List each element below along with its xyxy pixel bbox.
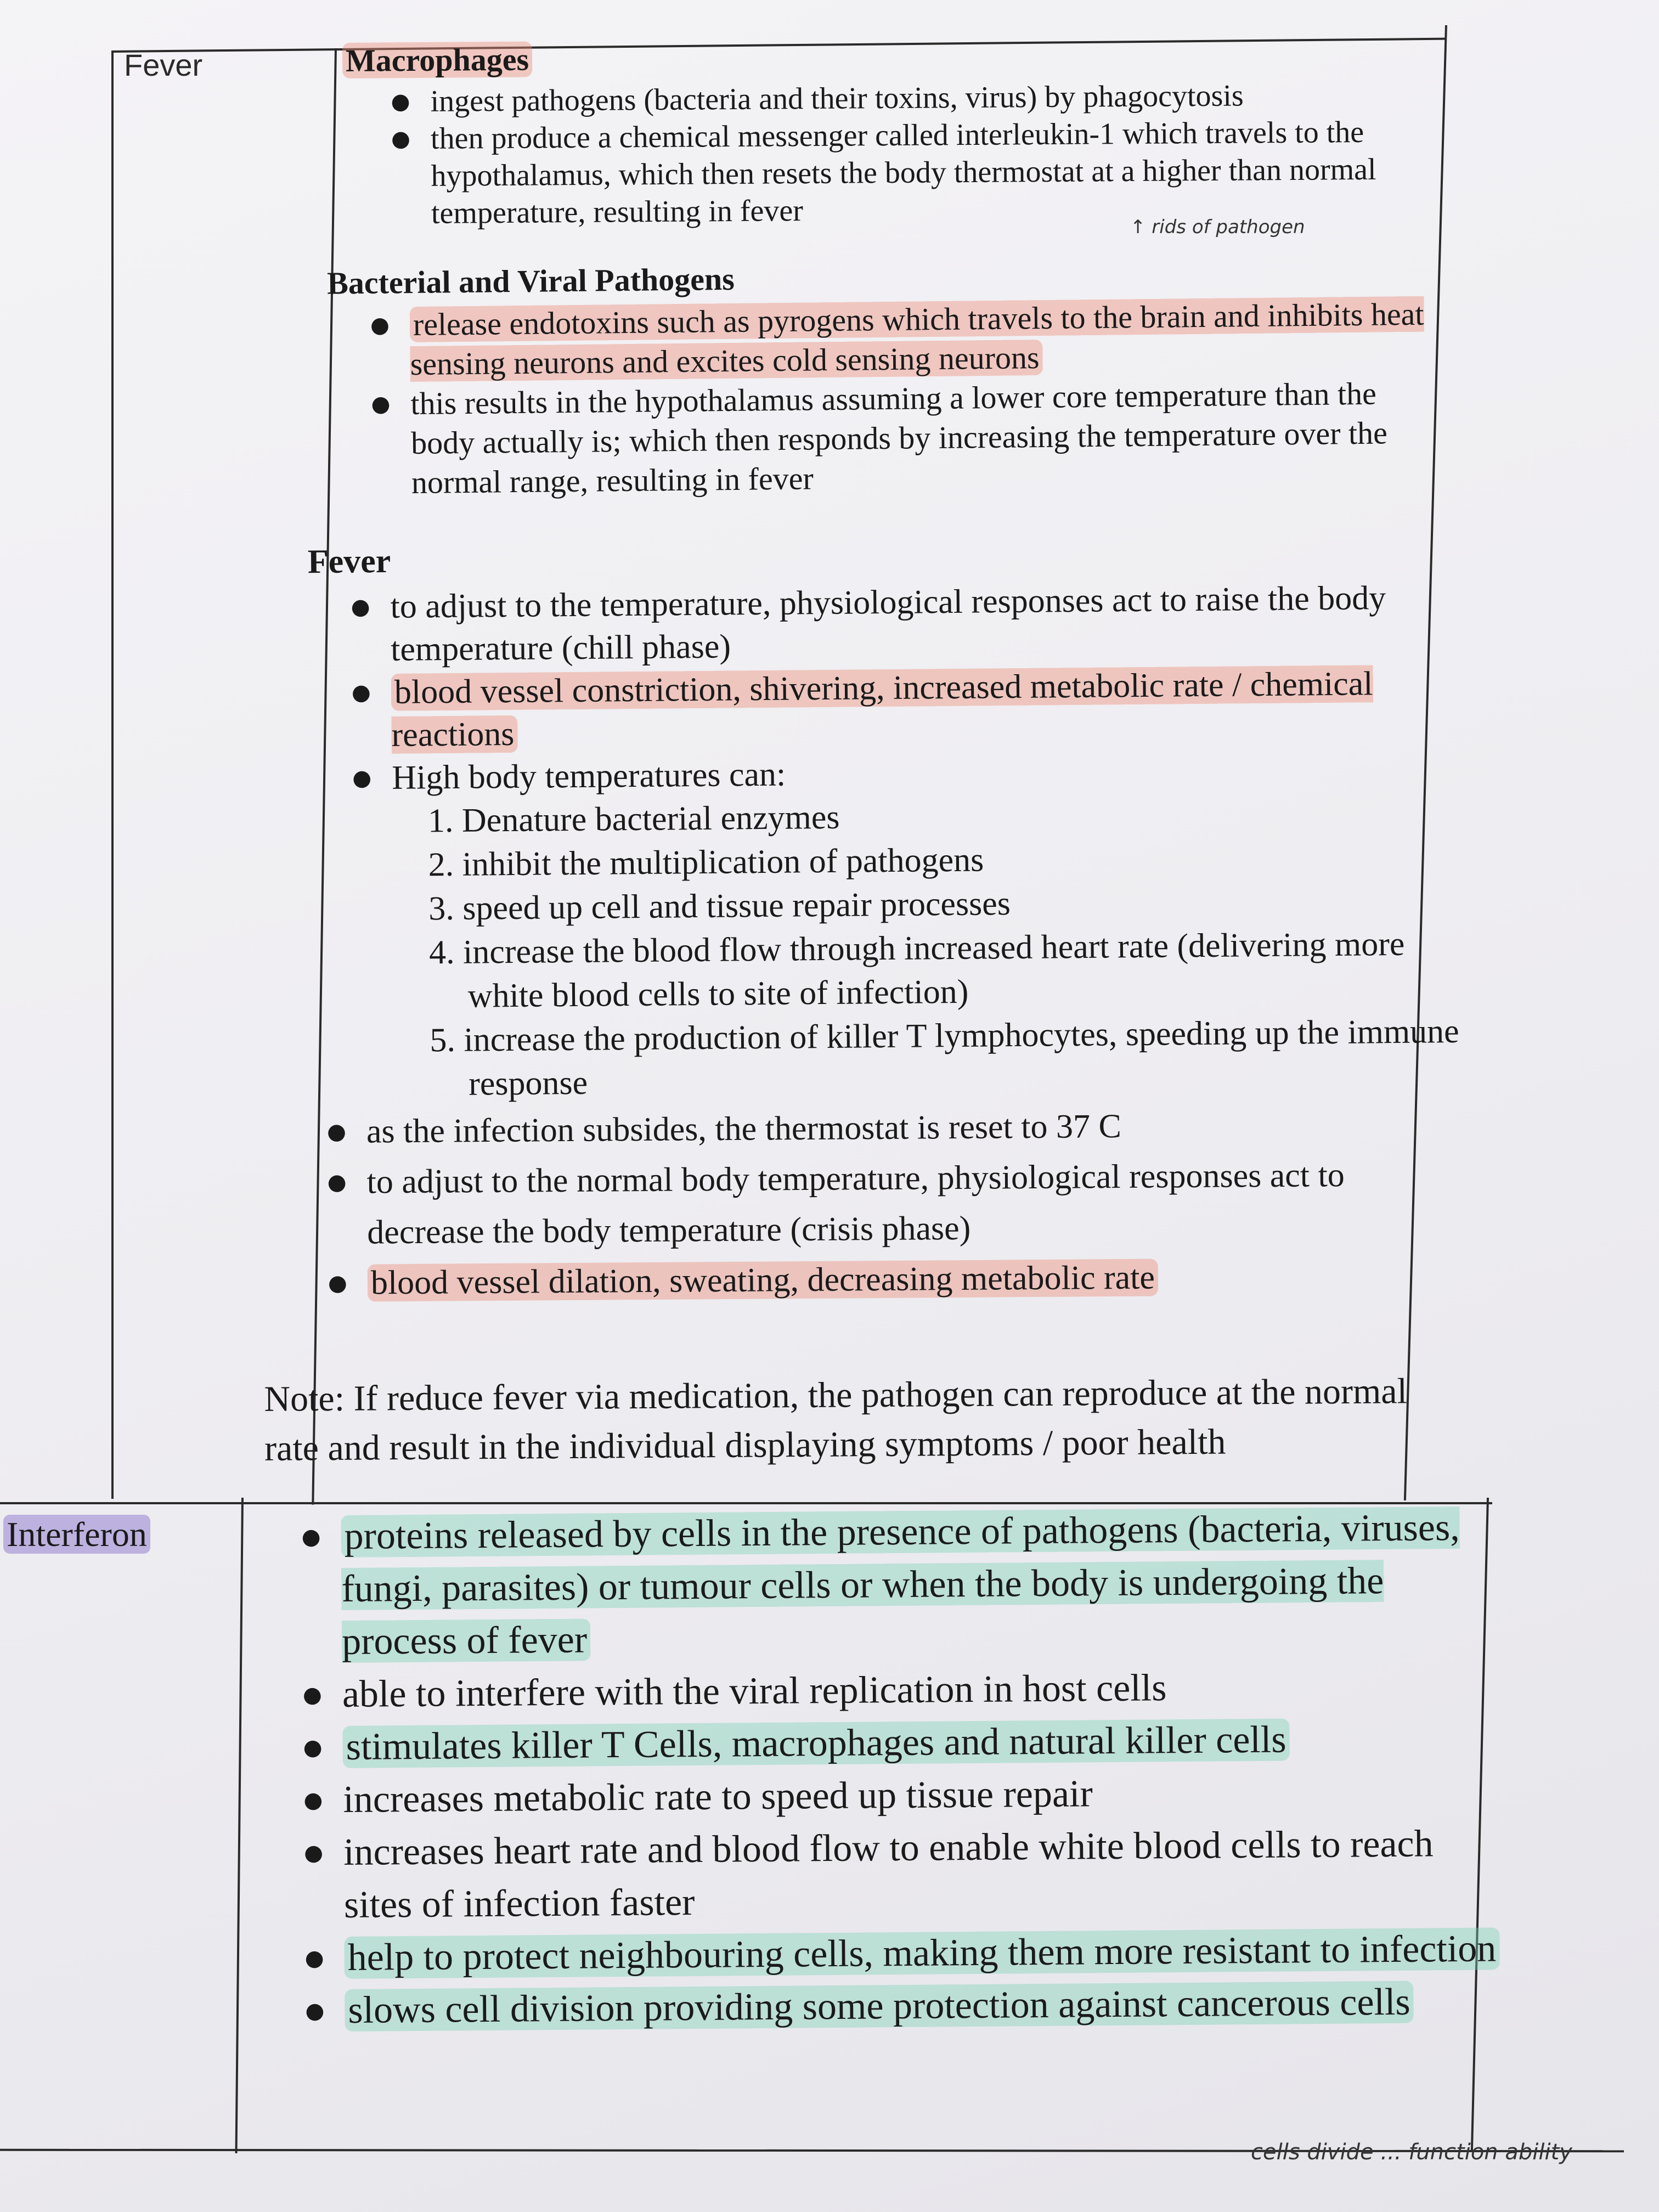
interferon-row-label: Interferon — [3, 1514, 150, 1555]
list-item: ● High body temperatures can: — [348, 747, 1468, 800]
pathogens-section — [327, 253, 1443, 503]
list-item: 3. speed up cell and tissue repair processes — [428, 885, 1011, 928]
list-item: ● ingest pathogens (bacteria and their toxins, virus) by phagocytosis — [386, 76, 1440, 120]
list-item: 4. increase the blood flow through increased heart rate (delivering more white blood cells to site of infection) — [428, 925, 1405, 1015]
list-item: 2. inhibit the multiplication of pathogens — [428, 841, 984, 884]
list-item: ● to adjust to the temperature, physiological responses act to raise the body temperature (chill phase) — [346, 576, 1466, 672]
handwritten-note-cells-divide: cells divide ... function ability — [1251, 2140, 1572, 2165]
list-item: ● slows cell division providing some protection against cancerous cells — [301, 1975, 1508, 2037]
list-item: ● then produce a chemical messenger called interleukin-1 which travels to the hypothalamus, which then resets the body thermostat at a higher than normal temperature, resulting in fever — [387, 113, 1441, 232]
list-item: ● proteins released by cells in the presence of pathogens (bacteria, viruses, fungi, parasites) or tumour cells or when the body is undergoing the process of fever — [297, 1501, 1505, 1668]
fever-note: Note: If reduce fever via medication, the pathogen can reproduce at the normal rate and result in the individual displaying symptoms / poor health — [264, 1371, 1408, 1469]
list-item: ● help to protect neighbouring cells, making them more resistant to infection — [300, 1922, 1508, 1984]
list-item: ● this results in the hypothalamus assuming a lower core temperature than the body actually is; which then responds by increasing the temperature over the normal range, resulting in fever — [366, 373, 1443, 503]
fever-heading: Fever — [307, 542, 391, 581]
fever-section — [308, 533, 1470, 1107]
list-item: ● increases metabolic rate to speed up tissue repair — [299, 1764, 1506, 1826]
table-left-border — [111, 50, 114, 1499]
fever-list-2 — [323, 1099, 1465, 1309]
list-item: ● blood vessel constriction, shivering, increased metabolic rate / chemical reactions — [347, 662, 1467, 757]
list-item: 1. Denature bacterial enzymes — [427, 798, 840, 840]
list-item: ● stimulates killer T Cells, macrophages and natural killer cells — [298, 1712, 1506, 1774]
pathogens-list — [366, 294, 1443, 503]
list-item: 5. increase the production of killer T lymphocytes, speeding up the immune response — [430, 1012, 1459, 1103]
list-item: ● blood vessel dilation, sweating, decreasing metabolic rate — [324, 1250, 1465, 1309]
macrophages-section — [342, 35, 1441, 233]
interferon-list — [297, 1501, 1508, 2037]
macrophages-heading: Macrophages — [342, 35, 1440, 79]
list-item: ● able to interfere with the viral replication in host cells — [298, 1659, 1506, 1721]
pathogens-heading: Bacterial and Viral Pathogens — [326, 261, 735, 301]
fever-row-label: Fever — [124, 48, 203, 82]
fever-list — [346, 576, 1467, 800]
fever-section-2 — [264, 1099, 1466, 1474]
list-item: ● to adjust to the normal body temperature, physiological responses act to decrease the body temperature (crisis phase) — [323, 1149, 1464, 1259]
handwritten-note-rids: ↑ rids of pathogen — [1130, 216, 1305, 238]
high-temp-list — [428, 790, 1470, 1107]
list-item: ● increases heart rate and blood flow to enable white blood cells to reach sites of infection faster — [300, 1817, 1507, 1932]
interferon-section — [297, 1501, 1508, 2037]
list-item: ● release endotoxins such as pyrogens which travels to the brain and inhibits heat sensing neurons and excites cold sensing neurons — [366, 294, 1442, 385]
table-column-divider-lower — [235, 1498, 244, 2153]
macrophages-list — [386, 76, 1441, 232]
list-item: ● as the infection subsides, the thermostat is reset to 37 C — [323, 1099, 1464, 1158]
